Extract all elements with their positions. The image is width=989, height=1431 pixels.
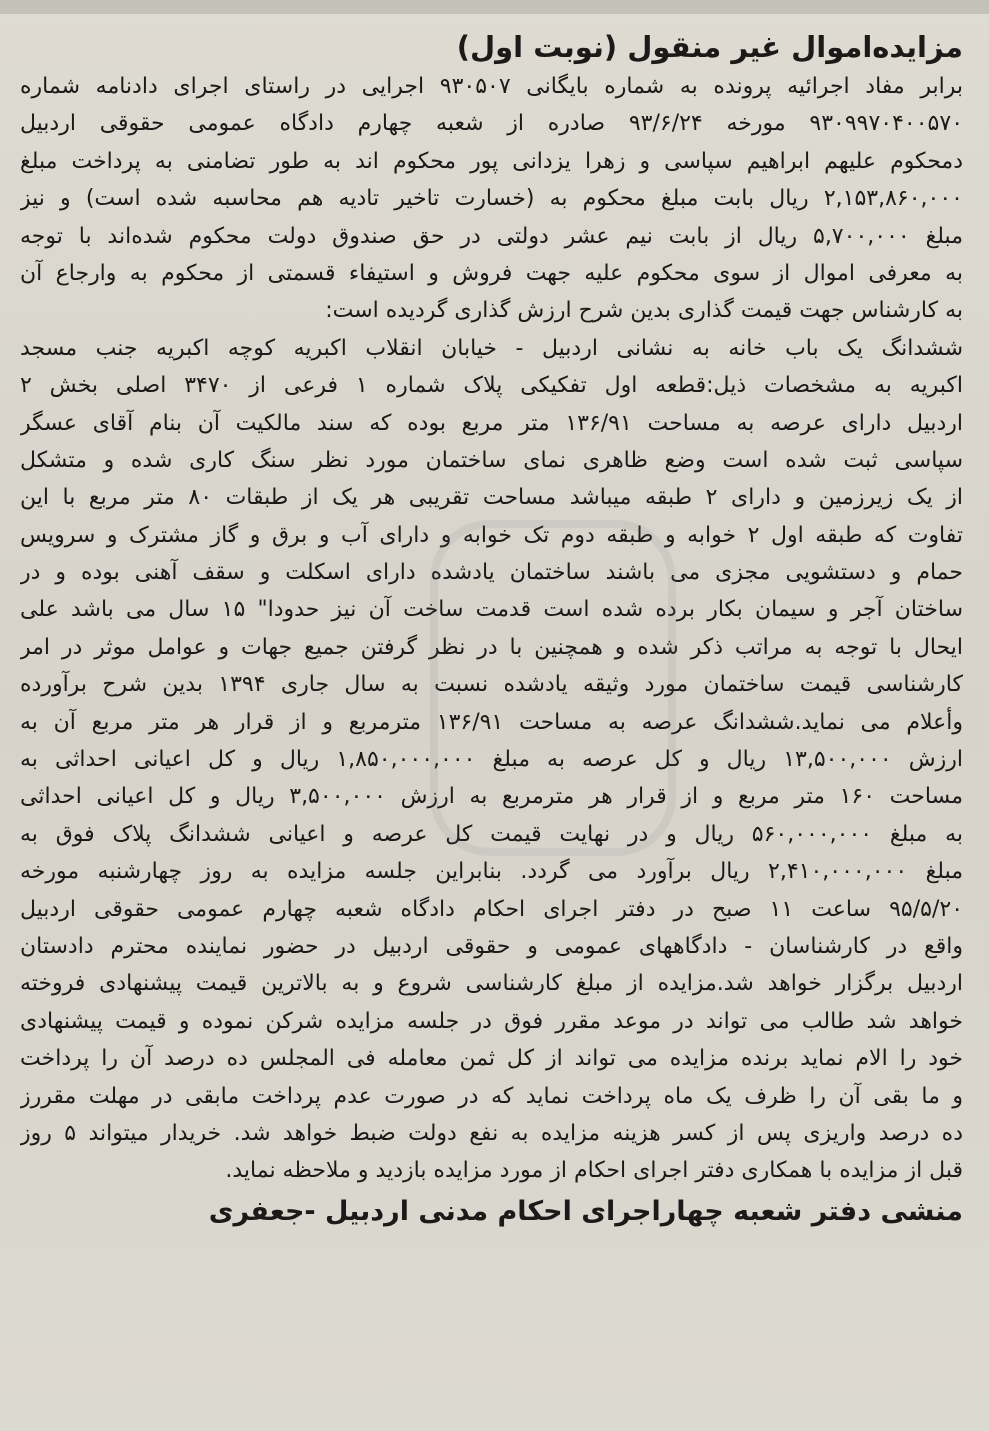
body-line: برابر مفاد اجرائیه پرونده به شماره بایگانی ۹۳۰۵۰۷ اجرایی در راستای اجرای دادنامه شماره [20, 74, 963, 99]
body-line: ۹۳۰۹۹۷۰۴۰۰۵۷۰ مورخه ۹۳/۶/۲۴ صادره از شعبه چهارم دادگاه عمومی حقوقی اردبیل [20, 111, 963, 137]
body-line: خود را الام نماید برنده مزایده می تواند از کل ثمن معامله فی المجلس ده درصد آن را پرداخت [20, 1046, 963, 1072]
body-line: اردبیل برگزار خواهد شد.مزایده از مبلغ کارشناسی شروع و به بالاترین قیمت پیشنهادی فروخته [20, 971, 963, 997]
notice-body [20, 68, 963, 1190]
body-line: از یک زیرزمین و دارای ۲ طبقه میباشد مساحت تقریبی هر یک از طبقات ۸۰ متر مربع با این [20, 485, 963, 511]
body-line: ایحال با توجه به مراتب ذکر شده و همچنین با در نظر گرفتن جمیع جهات و عوامل موثر در امر [20, 634, 963, 660]
body-line: ۹۵/۵/۲۰ ساعت ۱۱ صبح در دفتر اجرای احکام دادگاه شعبه چهارم عمومی حقوقی اردبیل [20, 896, 963, 922]
body-line: ده درصد واریزی پس از کسر هزینه مزایده به نفع دولت ضبط خواهد شد. خریدار میتواند ۵ روز [20, 1120, 963, 1146]
notice-title: مزایده‌اموال غیر منقول (نوبت اول) [456, 30, 963, 64]
body-line: واقع در کارشناسان - دادگاههای عمومی و حقوقی اردبیل در حضور نماینده محترم دادستان [20, 933, 963, 959]
body-line: ارزش ۱۳,۵۰۰,۰۰۰ ریال و کل عرصه به مبلغ ۱,۸۵۰,۰۰۰,۰۰۰ ریال و کل اعیانی احداثی به [20, 747, 963, 773]
body-line: ۲,۱۵۳,۸۶۰,۰۰۰ ریال بابت مبلغ محکوم به (خسارت تاخیر تادیه هم محاسبه شده است) و نیز [20, 186, 963, 212]
body-line: ساختان آجر و سیمان بکار برده شده است قدمت ساخت آن نیز حدودا" ۱۵ سال می باشد علی [20, 597, 963, 623]
body-line: کارشناسی قیمت ساختمان مورد وثیقه یادشده نسبت به سال جاری ۱۳۹۴ بدین شرح برآورده [20, 672, 963, 698]
body-line: ششدانگ یک باب خانه به نشانی اردبیل - خیابان انقلاب اکبریه کوچه اکبریه جنب مسجد [20, 335, 963, 361]
body-line: و ما بقی آن را ظرف یک ماه پرداخت نماید که در صورت عدم پرداخت مابقی در مهلت مقررز [20, 1083, 963, 1109]
body-line: سپاسی ثبت شده است وضع ظاهری نمای ساختمان مورد نظر سنگ کاری شده و متشکل [20, 447, 963, 473]
body-line: قبل از مزایده با همکاری دفتر اجرای احکام از مورد مزایده بازدید و ملاحظه نماید. [225, 1158, 963, 1184]
body-line: اکبریه به مشخصات ذیل:قطعه اول تفکیکی پلاک شماره ۱ فرعی از ۳۴۷۰ اصلی بخش ۲ [20, 373, 963, 399]
body-line: وأعلام می نماید.ششدانگ عرصه به مساحت ۱۳۶/۹۱ مترمربع و از قرار هر متر مربع آن به [20, 709, 963, 735]
body-line: مبلغ ۵,۷۰۰,۰۰۰ ریال از بابت نیم عشر دولتی در حق صندوق دولت محکوم شده‌اند با توجه [20, 223, 963, 249]
body-line: حمام و دستشویی مجزی می باشند ساختمان یادشده دارای اسکلت و سقف آهنی بوده و در [20, 560, 963, 586]
body-line: به کارشناس جهت قیمت گذاری بدین شرح ارزش گذاری گردیده است: [325, 298, 963, 324]
body-line: خواهد شد طالب می تواند در موعد مقرر فوق در جلسه مزایده شرکن نموده و قیمت پیشنهادی [20, 1008, 963, 1034]
body-line: دمحکوم علیهم ابراهیم سپاسی و زهرا یزدانی پور محکوم اند به طور تضامنی به پرداخت مبلغ [20, 148, 963, 174]
body-line: به مبلغ ۵۶۰,۰۰۰,۰۰۰ ریال و در نهایت قیمت کل عرصه و اعیانی ششدانگ پلاک فوق به [20, 821, 963, 847]
body-line: مبلغ ۲,۴۱۰,۰۰۰,۰۰۰ ریال برآورد می گردد. بنابراین جلسه مزایده به روز چهارشنبه مورخه [20, 859, 963, 885]
body-line: مساحت ۱۶۰ متر مربع و از قرار هر مترمربع به ارزش ۳,۵۰۰,۰۰۰ ریال و کل اعیانی احداثی [20, 784, 963, 810]
body-line: به معرفی اموال از سوی محکوم علیه جهت فروش و استیفاء قسمتی از محکوم به وارجاع آن [20, 260, 963, 286]
top-border [0, 0, 989, 14]
notice-signature: منشی دفتر شعبه چهاراجرای احکام مدنی اردبیل -جعفری [208, 1195, 963, 1227]
body-line: اردبیل دارای عرصه به مساحت ۱۳۶/۹۱ متر مربع بوده که سند مالکیت آن بنام آقای عسگر [20, 410, 963, 436]
body-line: تفاوت که طبقه اول ۲ خوابه و طبقه دوم تک خوابه و دارای آب و برق و گاز مشترک و سرویس [20, 522, 963, 548]
